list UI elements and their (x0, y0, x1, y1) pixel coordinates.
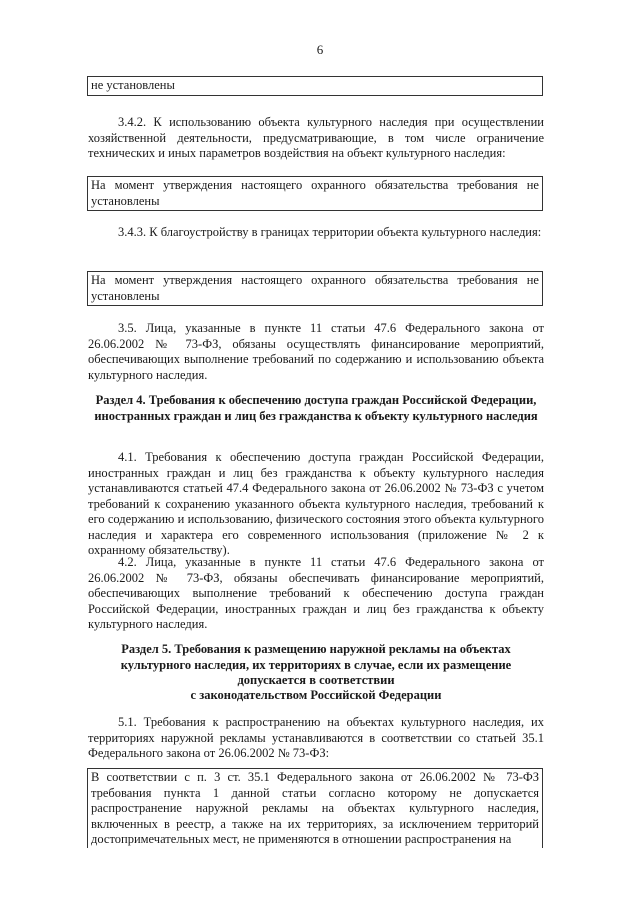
requirements-box: В соответствии с п. 3 ст. 35.1 Федерального закона от 26.06.2002 № 73-ФЗ требования пункта 1 данной статьи согласно которому не допускается распространение наружной рекламы на объектах культурного наследия, включенных в реестр, а также на их территориях, за исключением территорий достопримечательных мест, не применяются в отношении распространения на (87, 768, 543, 848)
clause-3-5: 3.5. Лица, указанные в пункте 11 статьи 47.6 Федерального закона от 26.06.2002 № 73-ФЗ, обязаны осуществлять финансирование мероприятий, обеспечивающих выполнение требований по содержанию и использованию объекта культурного наследия. (88, 321, 544, 382)
clause-4-2: 4.2. Лица, указанные в пункте 11 статьи 47.6 Федерального закона от 26.06.2002 № 73-ФЗ, обязаны обеспечивать финансирование мероприятий, обеспечивающих выполнение требований к обеспечению доступа граждан Российской Федерации, иностранных граждан и лиц без гражданства к объекту культурного наследия. (88, 555, 544, 631)
clause-3-4-3: 3.4.3. К благоустройству в границах территории объекта культурного наследия: (118, 225, 542, 239)
section-5-heading-line-2: с законодательством Российской Федерации (190, 688, 442, 702)
requirements-box: На момент утверждения настоящего охранного обязательства требования не установлены (87, 271, 543, 306)
requirements-box: На момент утверждения настоящего охранного обязательства требования не установлены (87, 176, 543, 211)
clause-3-4-2: 3.4.2. К использованию объекта культурного наследия при осуществлении хозяйственной деятельности, предусматривающие, в том числе ограничение технических и иных параметров воздействия на объект культурного наследия: (88, 115, 544, 160)
requirements-box: не установлены (87, 76, 543, 96)
clause-4-1: 4.1. Требования к обеспечению доступа граждан Российской Федерации, иностранных граждан и лиц без гражданства к объекту культурного наследия устанавливаются статьей 47.4 Федерального закона от 26.06.2002 № 73-ФЗ с учетом требований к сохранению указанного объекта культурного наследия, требований к его содержанию и использованию, физического состояния этого объекта культурного наследия и характера его современного использования (приложение № 2 к охранному обязательству). (88, 450, 544, 557)
section-4-heading: Раздел 4. Требования к обеспечению доступа граждан Российской Федерации, иностранных граждан и лиц без гражданства к объекту культурного наследия (94, 393, 538, 423)
page-number: 6 (316, 42, 324, 57)
section-5-heading: Раздел 5. Требования к размещению наружной рекламы на объектах культурного наследия, их территориях в случае, если их размещение допускается в соответствии (120, 642, 512, 687)
clause-5-1: 5.1. Требования к распространению на объектах культурного наследия, их территориях наружной рекламы устанавливаются в соответствии со статьей 35.1 Федерального закона от 26.06.2002 № 73-ФЗ: (88, 715, 544, 760)
